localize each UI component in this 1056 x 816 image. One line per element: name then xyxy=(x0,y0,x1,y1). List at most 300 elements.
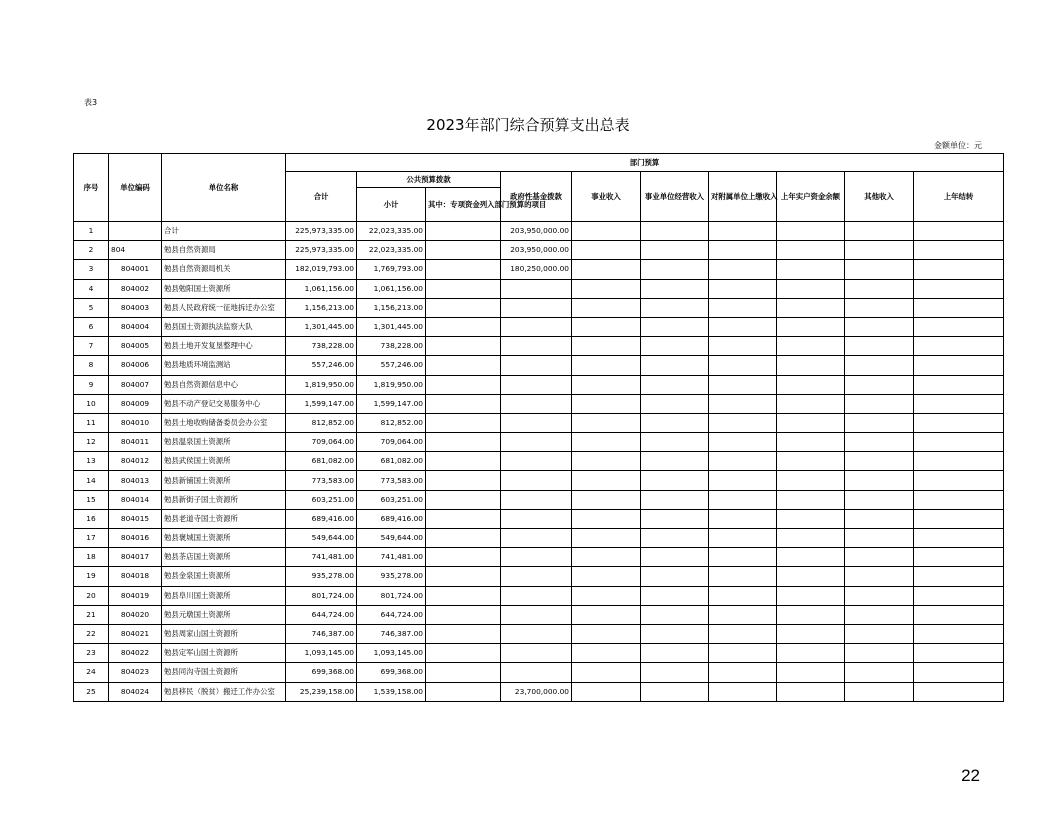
cell-unit-name: 勉县新街子国土资源所 xyxy=(162,490,286,509)
cell-seq: 13 xyxy=(74,452,109,471)
cell-special-funds xyxy=(426,279,501,298)
cell-gov-fund xyxy=(501,509,572,528)
cell-unit-code: 804001 xyxy=(109,260,162,279)
cell-prev-balance xyxy=(777,624,845,643)
cell-unit-name: 勉县自然资源局 xyxy=(162,241,286,260)
cell-business-income xyxy=(641,567,709,586)
cell-unit-code: 804016 xyxy=(109,529,162,548)
cell-prev-carryover xyxy=(914,529,1004,548)
cell-other-income xyxy=(845,260,914,279)
cell-total: 225,973,335.00 xyxy=(286,222,357,241)
cell-gov-fund xyxy=(501,394,572,413)
table-row xyxy=(74,490,1004,509)
cell-unit-code: 804004 xyxy=(109,317,162,336)
cell-subtotal: 699,368.00 xyxy=(357,663,426,682)
cell-gov-fund: 180,250,000.00 xyxy=(501,260,572,279)
cell-prev-carryover xyxy=(914,356,1004,375)
cell-business-income xyxy=(641,279,709,298)
table-row xyxy=(74,567,1004,586)
cell-seq: 23 xyxy=(74,644,109,663)
cell-seq: 12 xyxy=(74,433,109,452)
header-business-income: 事业单位经营收入 xyxy=(641,172,709,222)
cell-unit-code: 804 xyxy=(109,241,162,260)
cell-special-funds xyxy=(426,529,501,548)
cell-subordinate-income xyxy=(709,567,777,586)
cell-prev-balance xyxy=(777,317,845,336)
cell-seq: 25 xyxy=(74,682,109,701)
cell-business-income xyxy=(641,394,709,413)
cell-career-income xyxy=(572,433,641,452)
cell-prev-balance xyxy=(777,548,845,567)
cell-gov-fund xyxy=(501,356,572,375)
table-row xyxy=(74,605,1004,624)
cell-special-funds xyxy=(426,682,501,701)
table-row xyxy=(74,586,1004,605)
cell-total: 644,724.00 xyxy=(286,605,357,624)
cell-prev-balance xyxy=(777,298,845,317)
cell-total: 1,093,145.00 xyxy=(286,644,357,663)
header-unit-name: 单位名称 xyxy=(162,154,286,222)
cell-gov-fund xyxy=(501,586,572,605)
cell-prev-balance xyxy=(777,663,845,682)
cell-prev-carryover xyxy=(914,241,1004,260)
cell-subtotal: 1,093,145.00 xyxy=(357,644,426,663)
cell-special-funds xyxy=(426,490,501,509)
cell-unit-code: 804021 xyxy=(109,624,162,643)
cell-special-funds xyxy=(426,260,501,279)
cell-special-funds xyxy=(426,605,501,624)
cell-subordinate-income xyxy=(709,452,777,471)
header-dept-budget: 部门预算 xyxy=(286,154,1004,172)
cell-subordinate-income xyxy=(709,548,777,567)
cell-subordinate-income xyxy=(709,337,777,356)
cell-gov-fund: 203,950,000.00 xyxy=(501,241,572,260)
cell-gov-fund xyxy=(501,490,572,509)
cell-business-income xyxy=(641,586,709,605)
cell-unit-code: 804017 xyxy=(109,548,162,567)
cell-other-income xyxy=(845,490,914,509)
cell-other-income xyxy=(845,529,914,548)
table-row xyxy=(74,663,1004,682)
cell-subtotal: 773,583.00 xyxy=(357,471,426,490)
cell-special-funds xyxy=(426,663,501,682)
cell-business-income xyxy=(641,317,709,336)
cell-subordinate-income xyxy=(709,260,777,279)
cell-career-income xyxy=(572,452,641,471)
cell-unit-name: 勉县阜川国土资源所 xyxy=(162,586,286,605)
cell-business-income xyxy=(641,471,709,490)
cell-unit-name: 勉县金泉国土资源所 xyxy=(162,567,286,586)
cell-special-funds xyxy=(426,452,501,471)
cell-unit-name: 勉县自然资源信息中心 xyxy=(162,375,286,394)
cell-gov-fund xyxy=(501,452,572,471)
cell-unit-name: 勉县周家山国土资源所 xyxy=(162,624,286,643)
cell-career-income xyxy=(572,682,641,701)
cell-business-income xyxy=(641,433,709,452)
cell-unit-name: 勉县褒城国土资源所 xyxy=(162,529,286,548)
cell-other-income xyxy=(845,356,914,375)
cell-career-income xyxy=(572,548,641,567)
cell-prev-balance xyxy=(777,644,845,663)
table-row xyxy=(74,394,1004,413)
cell-prev-carryover xyxy=(914,682,1004,701)
table-row xyxy=(74,509,1004,528)
header-unit-code: 单位编码 xyxy=(109,154,162,222)
cell-prev-balance xyxy=(777,433,845,452)
cell-seq: 15 xyxy=(74,490,109,509)
cell-prev-balance xyxy=(777,260,845,279)
cell-career-income xyxy=(572,624,641,643)
cell-unit-name: 勉县地质环境监测站 xyxy=(162,356,286,375)
header-public-budget: 公共预算拨款 xyxy=(357,172,501,188)
cell-unit-code: 804012 xyxy=(109,452,162,471)
cell-subordinate-income xyxy=(709,644,777,663)
cell-other-income xyxy=(845,298,914,317)
cell-career-income xyxy=(572,356,641,375)
cell-special-funds xyxy=(426,241,501,260)
cell-subordinate-income xyxy=(709,682,777,701)
cell-gov-fund xyxy=(501,567,572,586)
cell-total: 1,599,147.00 xyxy=(286,394,357,413)
table-row xyxy=(74,624,1004,643)
cell-unit-code xyxy=(109,222,162,241)
cell-gov-fund xyxy=(501,548,572,567)
cell-total: 773,583.00 xyxy=(286,471,357,490)
cell-prev-carryover xyxy=(914,509,1004,528)
cell-career-income xyxy=(572,663,641,682)
budget-table xyxy=(73,153,1004,702)
cell-other-income xyxy=(845,586,914,605)
cell-prev-carryover xyxy=(914,605,1004,624)
cell-subtotal: 557,246.00 xyxy=(357,356,426,375)
cell-career-income xyxy=(572,471,641,490)
cell-seq: 14 xyxy=(74,471,109,490)
cell-prev-carryover xyxy=(914,586,1004,605)
cell-seq: 18 xyxy=(74,548,109,567)
cell-prev-carryover xyxy=(914,490,1004,509)
cell-total: 935,278.00 xyxy=(286,567,357,586)
cell-seq: 9 xyxy=(74,375,109,394)
cell-seq: 4 xyxy=(74,279,109,298)
cell-seq: 6 xyxy=(74,317,109,336)
cell-unit-code: 804018 xyxy=(109,567,162,586)
cell-prev-carryover xyxy=(914,298,1004,317)
cell-total: 681,082.00 xyxy=(286,452,357,471)
table-row xyxy=(74,529,1004,548)
cell-subordinate-income xyxy=(709,241,777,260)
cell-subtotal: 681,082.00 xyxy=(357,452,426,471)
cell-seq: 5 xyxy=(74,298,109,317)
cell-unit-name: 勉县移民（脱贫）搬迁工作办公室 xyxy=(162,682,286,701)
cell-business-income xyxy=(641,663,709,682)
cell-subtotal: 1,539,158.00 xyxy=(357,682,426,701)
cell-total: 746,387.00 xyxy=(286,624,357,643)
cell-prev-balance xyxy=(777,222,845,241)
cell-other-income xyxy=(845,548,914,567)
cell-prev-balance xyxy=(777,279,845,298)
cell-special-funds xyxy=(426,433,501,452)
cell-seq: 2 xyxy=(74,241,109,260)
cell-special-funds xyxy=(426,375,501,394)
cell-subtotal: 22,023,335.00 xyxy=(357,241,426,260)
cell-business-income xyxy=(641,356,709,375)
cell-other-income xyxy=(845,337,914,356)
cell-gov-fund xyxy=(501,298,572,317)
header-seq: 序号 xyxy=(74,154,109,222)
cell-total: 1,301,445.00 xyxy=(286,317,357,336)
cell-total: 225,973,335.00 xyxy=(286,241,357,260)
cell-prev-balance xyxy=(777,529,845,548)
cell-prev-balance xyxy=(777,394,845,413)
cell-other-income xyxy=(845,509,914,528)
cell-other-income xyxy=(845,413,914,432)
cell-other-income xyxy=(845,317,914,336)
cell-prev-balance xyxy=(777,337,845,356)
cell-special-funds xyxy=(426,394,501,413)
cell-prev-carryover xyxy=(914,394,1004,413)
cell-prev-carryover xyxy=(914,413,1004,432)
cell-career-income xyxy=(572,394,641,413)
cell-prev-carryover xyxy=(914,279,1004,298)
cell-special-funds xyxy=(426,624,501,643)
table-row xyxy=(74,356,1004,375)
cell-career-income xyxy=(572,222,641,241)
cell-total: 741,481.00 xyxy=(286,548,357,567)
cell-subordinate-income xyxy=(709,413,777,432)
cell-career-income xyxy=(572,413,641,432)
cell-unit-code: 804023 xyxy=(109,663,162,682)
cell-prev-balance xyxy=(777,356,845,375)
cell-career-income xyxy=(572,605,641,624)
cell-prev-carryover xyxy=(914,548,1004,567)
cell-other-income xyxy=(845,567,914,586)
cell-career-income xyxy=(572,644,641,663)
cell-subordinate-income xyxy=(709,529,777,548)
cell-total: 1,061,156.00 xyxy=(286,279,357,298)
cell-other-income xyxy=(845,279,914,298)
cell-prev-carryover xyxy=(914,222,1004,241)
table-row xyxy=(74,279,1004,298)
cell-unit-name: 勉县老道寺国土资源所 xyxy=(162,509,286,528)
cell-subtotal: 741,481.00 xyxy=(357,548,426,567)
cell-unit-code: 804024 xyxy=(109,682,162,701)
cell-gov-fund xyxy=(501,605,572,624)
cell-prev-carryover xyxy=(914,375,1004,394)
cell-prev-balance xyxy=(777,471,845,490)
cell-total: 557,246.00 xyxy=(286,356,357,375)
cell-business-income xyxy=(641,298,709,317)
cell-unit-code: 804013 xyxy=(109,471,162,490)
cell-subordinate-income xyxy=(709,298,777,317)
cell-seq: 16 xyxy=(74,509,109,528)
cell-prev-carryover xyxy=(914,317,1004,336)
header-prev-carryover: 上年结转 xyxy=(914,172,1004,222)
cell-business-income xyxy=(641,644,709,663)
cell-gov-fund: 23,700,000.00 xyxy=(501,682,572,701)
cell-prev-carryover xyxy=(914,567,1004,586)
cell-career-income xyxy=(572,317,641,336)
cell-gov-fund xyxy=(501,337,572,356)
cell-business-income xyxy=(641,222,709,241)
cell-total: 603,251.00 xyxy=(286,490,357,509)
cell-business-income xyxy=(641,337,709,356)
cell-subordinate-income xyxy=(709,471,777,490)
cell-prev-balance xyxy=(777,452,845,471)
cell-gov-fund xyxy=(501,471,572,490)
cell-prev-carryover xyxy=(914,337,1004,356)
cell-unit-name: 勉县同沟寺国土资源所 xyxy=(162,663,286,682)
cell-seq: 20 xyxy=(74,586,109,605)
cell-other-income xyxy=(845,644,914,663)
cell-special-funds xyxy=(426,356,501,375)
table-row xyxy=(74,548,1004,567)
cell-seq: 1 xyxy=(74,222,109,241)
cell-unit-code: 804009 xyxy=(109,394,162,413)
cell-prev-balance xyxy=(777,586,845,605)
cell-subtotal: 801,724.00 xyxy=(357,586,426,605)
cell-prev-carryover xyxy=(914,452,1004,471)
cell-unit-code: 804007 xyxy=(109,375,162,394)
cell-subtotal: 549,644.00 xyxy=(357,529,426,548)
cell-other-income xyxy=(845,663,914,682)
cell-total: 1,156,213.00 xyxy=(286,298,357,317)
cell-special-funds xyxy=(426,413,501,432)
cell-total: 801,724.00 xyxy=(286,586,357,605)
cell-unit-code: 804006 xyxy=(109,356,162,375)
table-row xyxy=(74,413,1004,432)
cell-subtotal: 1,819,950.00 xyxy=(357,375,426,394)
cell-subordinate-income xyxy=(709,222,777,241)
cell-unit-name: 勉县元墩国土资源所 xyxy=(162,605,286,624)
cell-subtotal: 644,724.00 xyxy=(357,605,426,624)
cell-unit-name: 勉县勉阳国土资源所 xyxy=(162,279,286,298)
cell-total: 699,368.00 xyxy=(286,663,357,682)
table-row xyxy=(74,433,1004,452)
page-number: 22 xyxy=(961,766,980,785)
cell-unit-code: 804015 xyxy=(109,509,162,528)
cell-special-funds xyxy=(426,337,501,356)
cell-subordinate-income xyxy=(709,624,777,643)
table-row xyxy=(74,644,1004,663)
header-subordinate-income: 对附属单位上缴收入 xyxy=(709,172,777,222)
cell-business-income xyxy=(641,413,709,432)
cell-gov-fund xyxy=(501,375,572,394)
cell-prev-balance xyxy=(777,509,845,528)
cell-special-funds xyxy=(426,509,501,528)
cell-business-income xyxy=(641,241,709,260)
cell-prev-balance xyxy=(777,490,845,509)
cell-prev-balance xyxy=(777,241,845,260)
table-row xyxy=(74,375,1004,394)
cell-prev-carryover xyxy=(914,644,1004,663)
cell-unit-code: 804003 xyxy=(109,298,162,317)
cell-career-income xyxy=(572,529,641,548)
cell-prev-carryover xyxy=(914,433,1004,452)
cell-other-income xyxy=(845,241,914,260)
table-body xyxy=(74,222,1004,702)
cell-business-income xyxy=(641,624,709,643)
table-row xyxy=(74,337,1004,356)
cell-unit-code: 804014 xyxy=(109,490,162,509)
cell-subtotal: 709,064.00 xyxy=(357,433,426,452)
cell-business-income xyxy=(641,509,709,528)
cell-prev-balance xyxy=(777,605,845,624)
cell-unit-code: 804002 xyxy=(109,279,162,298)
cell-seq: 21 xyxy=(74,605,109,624)
cell-subtotal: 812,852.00 xyxy=(357,413,426,432)
cell-business-income xyxy=(641,529,709,548)
cell-subordinate-income xyxy=(709,394,777,413)
cell-career-income xyxy=(572,298,641,317)
cell-gov-fund xyxy=(501,529,572,548)
table-row xyxy=(74,298,1004,317)
cell-unit-code: 804011 xyxy=(109,433,162,452)
cell-total: 25,239,158.00 xyxy=(286,682,357,701)
cell-business-income xyxy=(641,548,709,567)
cell-special-funds xyxy=(426,317,501,336)
header-gov-fund: 政府性基金拨款 xyxy=(501,172,572,222)
cell-business-income xyxy=(641,260,709,279)
cell-unit-code: 804020 xyxy=(109,605,162,624)
page-title: 2023年部门综合预算支出总表 xyxy=(426,116,630,134)
cell-subtotal: 935,278.00 xyxy=(357,567,426,586)
cell-gov-fund xyxy=(501,624,572,643)
cell-gov-fund xyxy=(501,317,572,336)
cell-subordinate-income xyxy=(709,663,777,682)
cell-unit-code: 804005 xyxy=(109,337,162,356)
cell-other-income xyxy=(845,624,914,643)
cell-unit-name: 勉县茶店国土资源所 xyxy=(162,548,286,567)
cell-career-income xyxy=(572,279,641,298)
cell-subordinate-income xyxy=(709,605,777,624)
cell-subtotal: 689,416.00 xyxy=(357,509,426,528)
cell-career-income xyxy=(572,260,641,279)
cell-seq: 22 xyxy=(74,624,109,643)
cell-total: 182,019,793.00 xyxy=(286,260,357,279)
cell-other-income xyxy=(845,605,914,624)
cell-subtotal: 1,769,793.00 xyxy=(357,260,426,279)
cell-seq: 3 xyxy=(74,260,109,279)
cell-subordinate-income xyxy=(709,279,777,298)
cell-gov-fund xyxy=(501,279,572,298)
cell-subtotal: 1,599,147.00 xyxy=(357,394,426,413)
cell-business-income xyxy=(641,490,709,509)
cell-career-income xyxy=(572,241,641,260)
cell-prev-carryover xyxy=(914,471,1004,490)
cell-special-funds xyxy=(426,567,501,586)
table-row xyxy=(74,260,1004,279)
table-row xyxy=(74,241,1004,260)
cell-career-income xyxy=(572,509,641,528)
cell-business-income xyxy=(641,452,709,471)
cell-prev-balance xyxy=(777,375,845,394)
cell-career-income xyxy=(572,490,641,509)
cell-career-income xyxy=(572,337,641,356)
table-row xyxy=(74,222,1004,241)
cell-seq: 8 xyxy=(74,356,109,375)
cell-special-funds xyxy=(426,222,501,241)
cell-career-income xyxy=(572,586,641,605)
cell-unit-name: 勉县定军山国土资源所 xyxy=(162,644,286,663)
cell-unit-name: 勉县不动产登记交易服务中心 xyxy=(162,394,286,413)
cell-seq: 10 xyxy=(74,394,109,413)
cell-unit-code: 804019 xyxy=(109,586,162,605)
header-special-funds: 其中：专项资金列入部门预算的项目 xyxy=(426,188,501,222)
cell-prev-balance xyxy=(777,682,845,701)
cell-total: 709,064.00 xyxy=(286,433,357,452)
cell-prev-carryover xyxy=(914,663,1004,682)
cell-subtotal: 746,387.00 xyxy=(357,624,426,643)
